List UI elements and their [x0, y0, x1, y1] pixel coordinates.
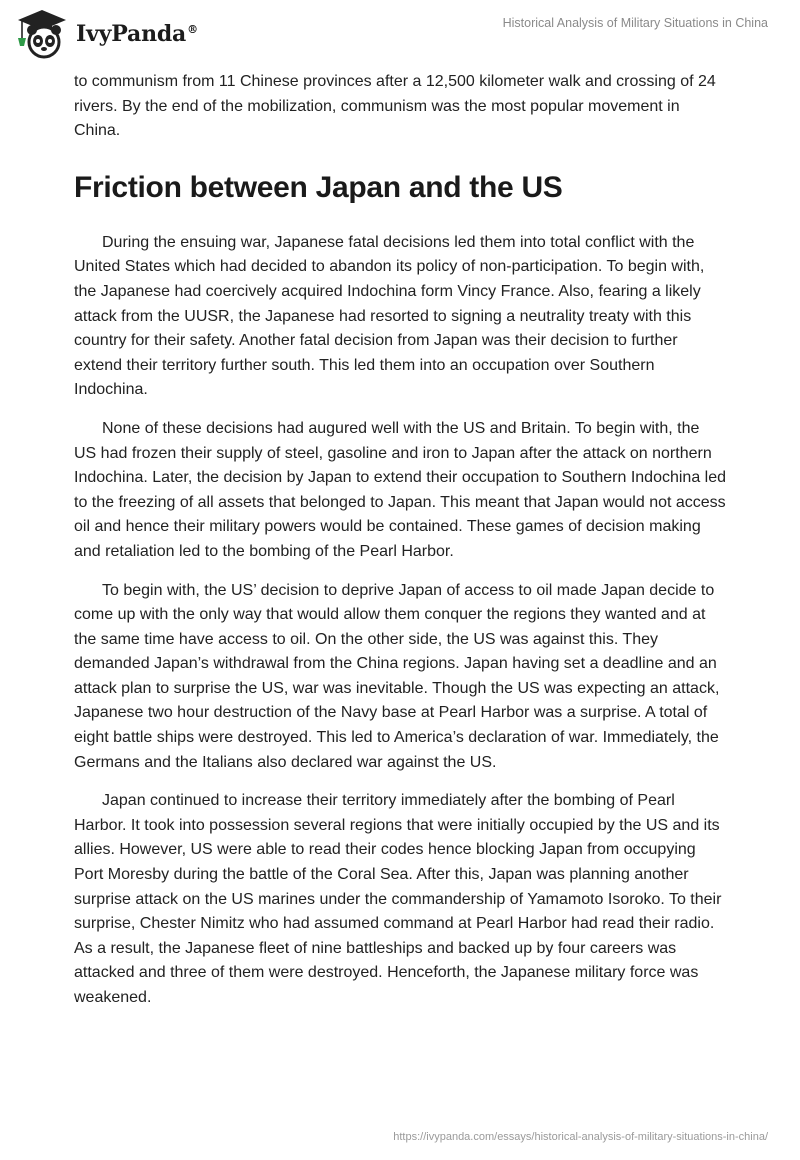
ivypanda-logo[interactable] — [14, 8, 198, 60]
brand-name: IvyPanda® — [76, 21, 198, 47]
paragraph-3: To begin with, the US’ decision to deprive Japan of access to oil made Japan decide to come up with the only way that would allow them conquer the regions they wanted and at the same time have access to oil. On the other side, the US was against this. They demanded Japan’s withdrawal from the China regions. Japan having set a deadline and an attack plan to surprise the US, war was inevitable. Though the US was expecting an attack, Japanese two hour destruction of the Navy base at Pearl Harbor was a surprise. A total of eight battle ships were destroyed. This led to America’s declaration of war. Immediately, the Germans and the Italians also declared war against the US. — [74, 581, 720, 771]
document-title: Historical Analysis of Military Situations in China — [502, 16, 768, 30]
paragraph-1: During the ensuing war, Japanese fatal decisions led them into total conflict with the United States which had decided to abandon its policy of non-participation. To begin with, the Japanese had coercively acquired Indochina form Vincy France. Also, fearing a likely attack from the UUSR, the Japanese had resorted to signing a neutrality treaty with this country for their safety. Another fatal decision from Japan was their decision to further extend their territory further south. This led them into an occupation over Southern Indochina. — [74, 233, 705, 399]
intro-paragraph: to communism from 11 Chinese provinces after a 12,500 kilometer walk and crossing of 24 rivers. By the end of the mobilization, communism was the most popular movement in China. — [74, 73, 716, 140]
paragraph-4: Japan continued to increase their territory immediately after the bombing of Pearl Harbor. It took into possession several regions that were initially occupied by the US and its allies. However, US were able to read their codes hence blocking Japan from occupying Port Moresby during the battle of the Coral Sea. After this, Japan was planning another surprise attack on the US marines under the commandership of Yamamoto Isoroko. To their surprise, Chester Nimitz who had assumed command at Pearl Harbor had read their radio. As a result, the Japanese fleet of nine battleships and backed up by four careers was attacked and three of them were destroyed. Henceforth, the Japanese military force was weakened. — [74, 792, 722, 1006]
section-heading: Friction between Japan and the US — [74, 170, 563, 204]
page-header — [0, 0, 800, 70]
paragraph-2: None of these decisions had augured well with the US and Britain. To begin with, the US had frozen their supply of steel, gasoline and iron to Japan after the attack on northern Indochina. Later, the decision by Japan to extend their occupation to Southern Indochina led to the freezing of all assets that belonged to Japan. This meant that Japan would not access oil and hence their military powers would be contained. These games of decision making and retaliation led to the bombing of the Pearl Harbor. — [74, 419, 727, 560]
essay-content — [74, 70, 726, 1025]
panda-graduate-icon — [14, 8, 70, 60]
source-url[interactable]: https://ivypanda.com/essays/historical-analysis-of-military-situations-in-china/ — [393, 1131, 768, 1143]
